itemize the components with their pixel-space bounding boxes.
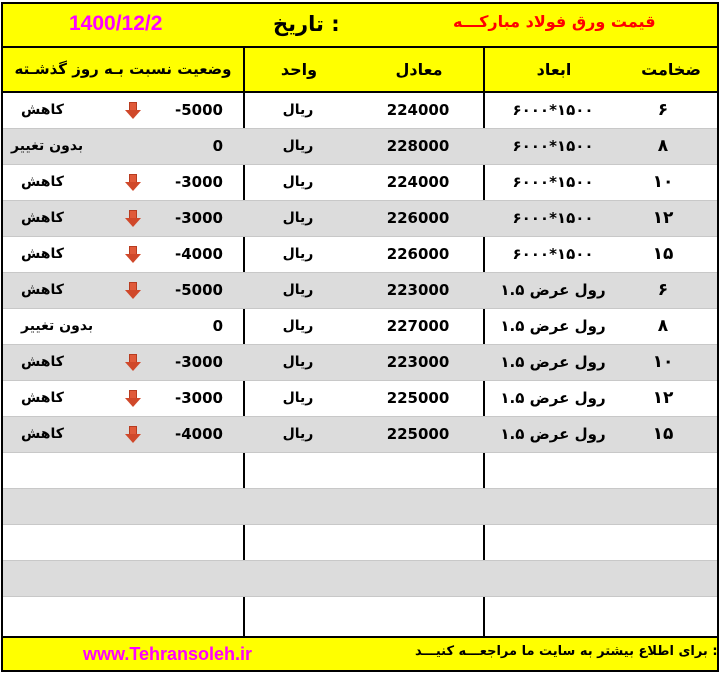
- thickness-cell: ۱۰: [652, 352, 674, 372]
- header-thickness: ضخامت: [641, 60, 701, 79]
- down-arrow-icon: [123, 165, 143, 200]
- thickness-cell: ۱۵: [652, 244, 674, 264]
- unit-cell: ریال: [282, 210, 314, 226]
- down-arrow-icon: [123, 345, 143, 380]
- table-row: [3, 201, 717, 237]
- status-cell: بدون تغییر: [11, 138, 84, 154]
- change-cell: -3000: [175, 173, 223, 191]
- column-header-row: [3, 48, 717, 93]
- table-row: [3, 93, 717, 129]
- status-cell: کاهش: [21, 174, 64, 190]
- table-row: [3, 165, 717, 201]
- empty-row: [3, 453, 717, 489]
- thickness-cell: ۸: [657, 136, 669, 156]
- dimensions-cell: ۶۰۰۰*۱۵۰۰: [512, 245, 594, 263]
- status-cell: کاهش: [21, 102, 64, 118]
- unit-cell: ریال: [282, 102, 314, 118]
- down-arrow-icon: [123, 201, 143, 236]
- empty-row: [3, 525, 717, 561]
- table-row: [3, 381, 717, 417]
- thickness-cell: ۶: [657, 100, 669, 120]
- dimensions-cell: ۶۰۰۰*۱۵۰۰: [512, 173, 594, 191]
- header-dimensions: ابعاد: [536, 60, 572, 79]
- table-row: [3, 129, 717, 165]
- empty-row: [3, 597, 717, 628]
- header-price: معادل: [395, 60, 443, 79]
- dimensions-cell: ۶۰۰۰*۱۵۰۰: [512, 101, 594, 119]
- unit-cell: ریال: [282, 282, 314, 298]
- thickness-cell: ۱۲: [652, 388, 674, 408]
- unit-cell: ریال: [282, 426, 314, 442]
- thickness-cell: ۸: [657, 316, 669, 336]
- down-arrow-icon: [123, 417, 143, 452]
- price-cell: 226000: [386, 209, 450, 227]
- dimensions-cell: ۶۰۰۰*۱۵۰۰: [512, 209, 594, 227]
- thickness-cell: ۱۰: [652, 172, 674, 192]
- table-row: [3, 417, 717, 453]
- price-cell: 225000: [386, 389, 450, 407]
- status-cell: کاهش: [21, 354, 64, 370]
- footer-bar: [3, 636, 717, 670]
- change-cell: -3000: [175, 209, 223, 227]
- price-cell: 227000: [386, 317, 450, 335]
- header-status: وضعیت نسبت بـه روز گذشـته: [14, 60, 232, 78]
- price-table-body: [3, 93, 717, 628]
- down-arrow-icon: [123, 93, 143, 128]
- status-cell: کاهش: [21, 426, 64, 442]
- change-cell: -5000: [175, 281, 223, 299]
- dimensions-cell: رول عرض ۱.۵: [500, 281, 606, 299]
- price-cell: 225000: [386, 425, 450, 443]
- date-label: تاریخ :: [273, 12, 340, 36]
- thickness-cell: ۶: [657, 280, 669, 300]
- down-arrow-icon: [123, 237, 143, 272]
- change-cell: -4000: [175, 245, 223, 263]
- thickness-cell: ۱۲: [652, 208, 674, 228]
- down-arrow-icon: [123, 381, 143, 416]
- website-link[interactable]: www.Tehransoleh.ir: [83, 644, 253, 664]
- dimensions-cell: رول عرض ۱.۵: [500, 317, 606, 335]
- table-row: [3, 345, 717, 381]
- change-cell: 0: [212, 317, 223, 335]
- change-cell: -3000: [175, 353, 223, 371]
- unit-cell: ریال: [282, 354, 314, 370]
- header-unit: واحد: [280, 60, 318, 79]
- price-cell: 226000: [386, 245, 450, 263]
- status-cell: کاهش: [21, 246, 64, 262]
- sheet-title: قیمت ورق فولاد مبارکـــه: [453, 12, 656, 31]
- dimensions-cell: رول عرض ۱.۵: [500, 353, 606, 371]
- dimensions-cell: رول عرض ۱.۵: [500, 389, 606, 407]
- status-cell: بدون تغییر: [21, 318, 94, 334]
- dimensions-cell: رول عرض ۱.۵: [500, 425, 606, 443]
- thickness-cell: ۱۵: [652, 424, 674, 444]
- table-row: [3, 237, 717, 273]
- status-cell: کاهش: [21, 210, 64, 226]
- status-cell: کاهش: [21, 390, 64, 406]
- unit-cell: ریال: [282, 390, 314, 406]
- change-cell: 0: [212, 137, 223, 155]
- report-date: 1400/12/2: [69, 12, 163, 35]
- unit-cell: ریال: [282, 138, 314, 154]
- price-cell: 224000: [386, 173, 450, 191]
- table-row: [3, 309, 717, 345]
- change-cell: -4000: [175, 425, 223, 443]
- unit-cell: ریال: [282, 246, 314, 262]
- price-cell: 228000: [386, 137, 450, 155]
- empty-row: [3, 561, 717, 597]
- price-sheet: [1, 2, 719, 672]
- title-bar: [3, 4, 717, 48]
- price-cell: 223000: [386, 281, 450, 299]
- price-cell: 223000: [386, 353, 450, 371]
- footer-note: برای اطلاع بیشتر به سایت ما مراجعـــه کنیـــد :: [415, 644, 718, 659]
- price-cell: 224000: [386, 101, 450, 119]
- change-cell: -5000: [175, 101, 223, 119]
- dimensions-cell: ۶۰۰۰*۱۵۰۰: [512, 137, 594, 155]
- status-cell: کاهش: [21, 282, 64, 298]
- empty-row: [3, 489, 717, 525]
- unit-cell: ریال: [282, 318, 314, 334]
- unit-cell: ریال: [282, 174, 314, 190]
- down-arrow-icon: [123, 273, 143, 308]
- table-row: [3, 273, 717, 309]
- change-cell: -3000: [175, 389, 223, 407]
